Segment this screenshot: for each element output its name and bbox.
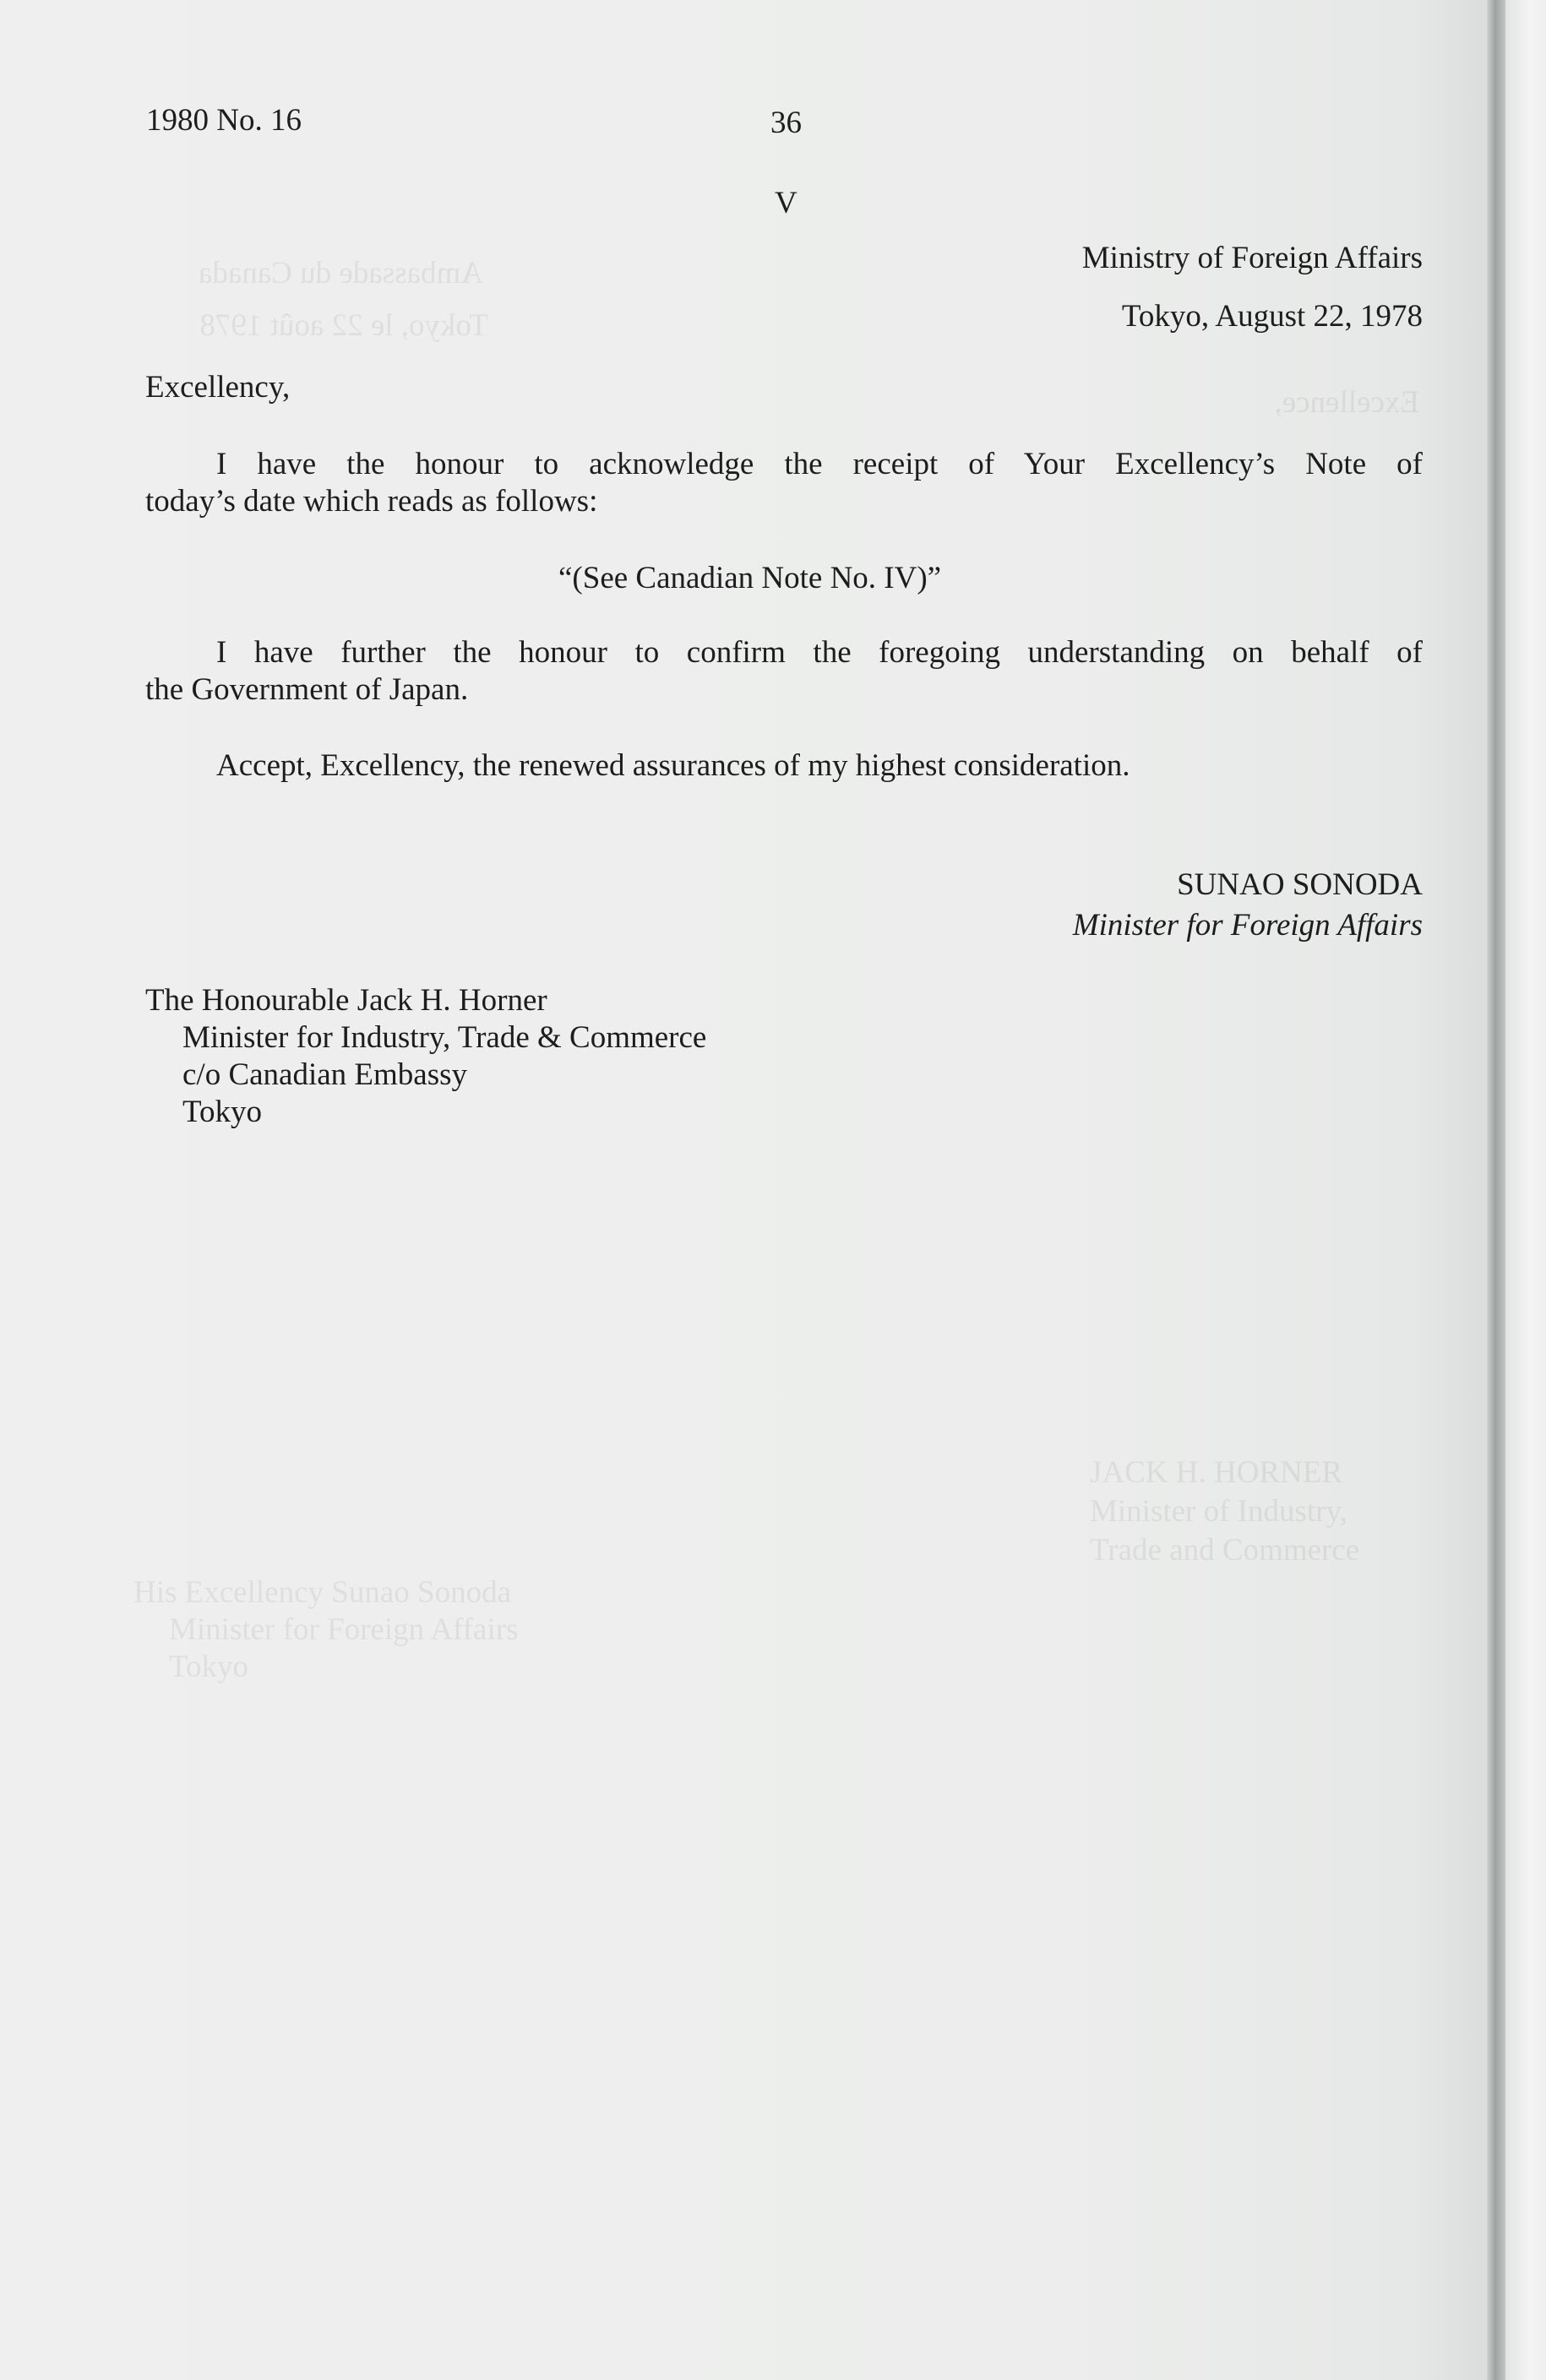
section-numeral: V xyxy=(775,186,797,220)
salutation: Excellency, xyxy=(145,370,291,405)
facing-page-edge xyxy=(1505,0,1546,2380)
running-header: 1980 No. 16 xyxy=(146,103,302,138)
paragraph-2-line-1: I have further the honour to confirm the foregoing understanding on behalf of xyxy=(216,635,1423,670)
bleed-through-text: His Excellency Sunao Sonoda xyxy=(133,1575,511,1610)
paragraph-1-line-2: today’s date which reads as follows: xyxy=(145,484,598,519)
sender-place-date: Tokyo, August 22, 1978 xyxy=(1121,299,1423,334)
signatory-title: Minister for Foreign Affairs xyxy=(1072,908,1423,943)
bleed-through-text: Ambassade du Canada xyxy=(198,256,483,291)
paragraph-1-line-1: I have the honour to acknowledge the receipt of Your Excellency’s Note of xyxy=(216,447,1423,481)
bleed-through-text: Minister of Industry, xyxy=(1090,1494,1347,1529)
signatory-name: SUNAO SONODA xyxy=(1177,867,1423,902)
bleed-through-text: Tokyo, le 22 août 1978 xyxy=(199,308,488,343)
paragraph-2-line-2: the Government of Japan. xyxy=(145,672,469,707)
bleed-through-text: Excellence, xyxy=(1274,385,1419,420)
addressee-care-of: c/o Canadian Embassy xyxy=(182,1057,468,1092)
bleed-through-text: JACK H. HORNER xyxy=(1090,1455,1343,1490)
closing-formula: Accept, Excellency, the renewed assurances of my highest consideration. xyxy=(216,748,1130,783)
bleed-through-text: Trade and Commerce xyxy=(1090,1533,1360,1568)
addressee-city: Tokyo xyxy=(182,1095,263,1129)
addressee-name: The Honourable Jack H. Horner xyxy=(145,983,547,1018)
addressee-title: Minister for Industry, Trade & Commerce xyxy=(182,1020,707,1055)
quoted-note-reference: “(See Canadian Note No. IV)” xyxy=(558,561,942,595)
page-gutter xyxy=(1487,0,1505,2380)
bleed-through-text: Minister for Foreign Affairs xyxy=(169,1612,519,1647)
sender-ministry: Ministry of Foreign Affairs xyxy=(1081,241,1423,275)
bleed-through-text: Tokyo xyxy=(169,1649,249,1684)
page-number: 36 xyxy=(770,106,802,140)
